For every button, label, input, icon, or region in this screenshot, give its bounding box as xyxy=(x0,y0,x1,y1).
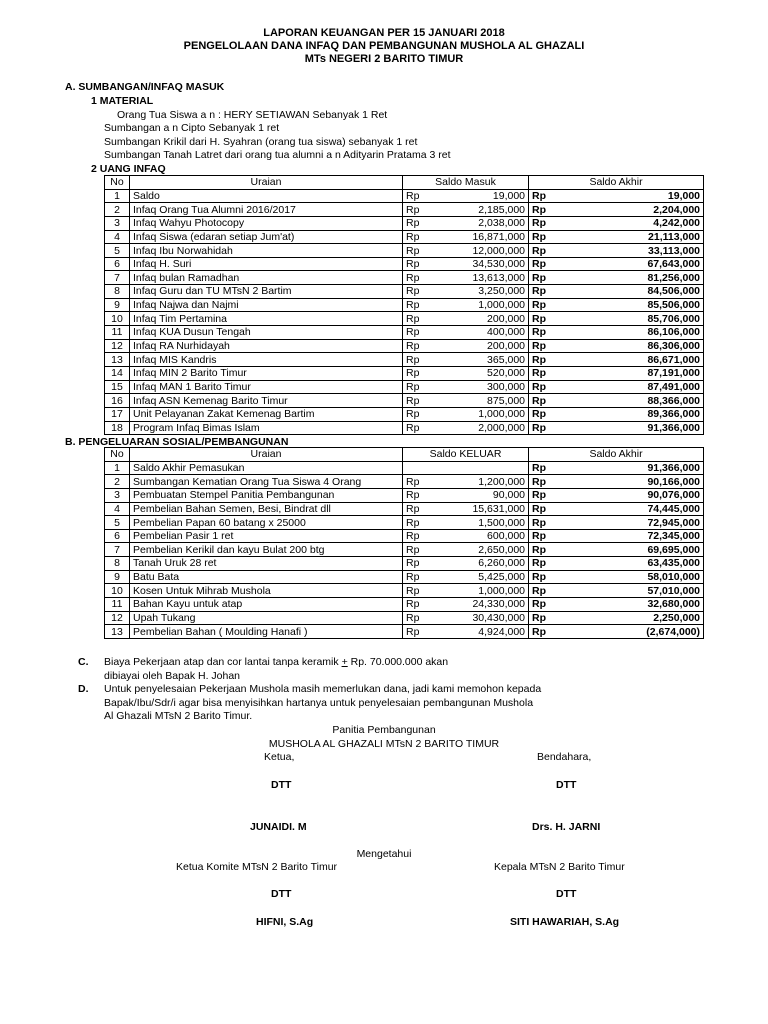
row-saldo-akhir: 81,256,000 xyxy=(557,271,704,285)
row-amount: 2,185,000 xyxy=(427,203,529,217)
row-rp: Rp xyxy=(403,366,427,380)
row-amount: 30,430,000 xyxy=(427,611,529,625)
row-uraian: Infaq Guru dan TU MTsN 2 Bartim xyxy=(130,285,403,299)
row-no: 13 xyxy=(105,353,130,367)
row-uraian: Infaq Najwa dan Najmi xyxy=(130,298,403,312)
row-saldo-akhir: (2,674,000) xyxy=(557,625,704,639)
table-row xyxy=(105,230,704,244)
row-no: 12 xyxy=(105,611,130,625)
row-amount: 15,631,000 xyxy=(427,502,529,516)
table-row xyxy=(105,611,704,625)
row-uraian: Tanah Uruk 28 ret xyxy=(130,557,403,571)
row-rp: Rp xyxy=(403,312,427,326)
section-a-title: A. SUMBANGAN/INFAQ MASUK xyxy=(65,81,225,93)
row-amount: 300,000 xyxy=(427,380,529,394)
row-rp: Rp xyxy=(529,312,557,326)
row-saldo-akhir: 86,306,000 xyxy=(557,339,704,353)
row-rp: Rp xyxy=(529,598,557,612)
row-amount: 2,000,000 xyxy=(427,421,529,435)
bendahara-dtt: DTT xyxy=(556,779,577,791)
row-no: 4 xyxy=(105,230,130,244)
row-amount: 400,000 xyxy=(427,326,529,340)
row-rp: Rp xyxy=(403,244,427,258)
row-rp: Rp xyxy=(529,407,557,421)
table-row xyxy=(105,421,704,435)
table-row xyxy=(105,244,704,258)
col-header-saldo-masuk: Saldo Masuk xyxy=(403,176,529,190)
row-uraian: Infaq MAN 1 Barito Timur xyxy=(130,380,403,394)
row-uraian: Batu Bata xyxy=(130,570,403,584)
row-no: 3 xyxy=(105,488,130,502)
row-saldo-akhir: 19,000 xyxy=(557,189,704,203)
row-amount: 24,330,000 xyxy=(427,598,529,612)
row-rp: Rp xyxy=(529,488,557,502)
row-no: 15 xyxy=(105,380,130,394)
row-rp: Rp xyxy=(529,611,557,625)
row-rp: Rp xyxy=(529,502,557,516)
table-row xyxy=(105,366,704,380)
row-uraian: Infaq ASN Kemenag Barito Timur xyxy=(130,394,403,408)
row-saldo-akhir: 91,366,000 xyxy=(557,461,704,475)
row-saldo-akhir: 72,345,000 xyxy=(557,529,704,543)
row-rp: Rp xyxy=(529,625,557,639)
row-amount: 90,000 xyxy=(427,488,529,502)
report-subtitle: PENGELOLAAN DANA INFAQ DAN PEMBANGUNAN MUSHOLA AL GHAZALI xyxy=(183,40,585,52)
table-row xyxy=(105,285,704,299)
row-uraian: Pembuatan Stempel Panitia Pembangunan xyxy=(130,488,403,502)
row-no: 11 xyxy=(105,598,130,612)
row-rp: Rp xyxy=(529,529,557,543)
row-amount: 875,000 xyxy=(427,394,529,408)
row-rp: Rp xyxy=(403,570,427,584)
row-rp: Rp xyxy=(529,326,557,340)
row-rp: Rp xyxy=(403,285,427,299)
row-amount: 5,425,000 xyxy=(427,570,529,584)
table-row xyxy=(105,407,704,421)
row-no: 1 xyxy=(105,189,130,203)
col-header-saldo-keluar: Saldo KELUAR xyxy=(403,448,529,462)
table-row xyxy=(105,257,704,271)
bendahara-label: Bendahara, xyxy=(537,751,592,763)
row-saldo-akhir: 87,191,000 xyxy=(557,366,704,380)
row-saldo-akhir: 89,366,000 xyxy=(557,407,704,421)
row-saldo-akhir: 57,010,000 xyxy=(557,584,704,598)
row-no: 17 xyxy=(105,407,130,421)
row-rp: Rp xyxy=(403,230,427,244)
row-rp: Rp xyxy=(403,584,427,598)
row-rp: Rp xyxy=(529,366,557,380)
mushola-label: MUSHOLA AL GHAZALI MTsN 2 BARITO TIMUR xyxy=(268,738,500,750)
pengeluaran-table xyxy=(104,447,704,639)
komite-name: HIFNI, S.Ag xyxy=(256,916,314,928)
table-row xyxy=(105,380,704,394)
row-amount: 2,038,000 xyxy=(427,216,529,230)
note-c-line1 xyxy=(104,656,448,668)
row-uraian: Kosen Untuk Mihrab Mushola xyxy=(130,584,403,598)
row-saldo-akhir: 88,366,000 xyxy=(557,394,704,408)
row-rp: Rp xyxy=(529,271,557,285)
row-rp: Rp xyxy=(403,380,427,394)
row-saldo-akhir: 63,435,000 xyxy=(557,557,704,571)
row-no: 10 xyxy=(105,584,130,598)
row-saldo-akhir: 85,706,000 xyxy=(557,312,704,326)
row-saldo-akhir: 87,491,000 xyxy=(557,380,704,394)
row-rp: Rp xyxy=(403,488,427,502)
row-rp: Rp xyxy=(529,380,557,394)
uang-infaq-title: 2 UANG INFAQ xyxy=(91,163,166,175)
row-rp: Rp xyxy=(403,421,427,435)
row-amount: 12,000,000 xyxy=(427,244,529,258)
row-rp: Rp xyxy=(529,285,557,299)
row-rp: Rp xyxy=(529,298,557,312)
col-header-no: No xyxy=(105,448,130,462)
row-uraian: Infaq MIN 2 Barito Timur xyxy=(130,366,403,380)
col-header-uraian: Uraian xyxy=(130,448,403,462)
row-saldo-akhir: 33,113,000 xyxy=(557,244,704,258)
row-uraian: Upah Tukang xyxy=(130,611,403,625)
row-rp: Rp xyxy=(403,598,427,612)
row-uraian: Infaq MIS Kandris xyxy=(130,353,403,367)
row-uraian: Pembelian Bahan Semen, Besi, Bindrat dll xyxy=(130,502,403,516)
table-row xyxy=(105,339,704,353)
row-rp: Rp xyxy=(529,353,557,367)
row-amount: 4,924,000 xyxy=(427,625,529,639)
row-amount: 2,650,000 xyxy=(427,543,529,557)
row-no: 1 xyxy=(105,461,130,475)
col-header-no: No xyxy=(105,176,130,190)
row-rp: Rp xyxy=(403,339,427,353)
note-d-line2: Bapak/Ibu/Sdr/i agar bisa menyisihkan hartanya untuk penyelesaian pembangunan Mushola xyxy=(104,697,534,709)
row-saldo-akhir: 67,643,000 xyxy=(557,257,704,271)
row-amount: 3,250,000 xyxy=(427,285,529,299)
row-rp: Rp xyxy=(403,625,427,639)
bendahara-name: Drs. H. JARNI xyxy=(532,821,601,833)
row-saldo-akhir: 91,366,000 xyxy=(557,421,704,435)
komite-dtt: DTT xyxy=(271,888,292,900)
section-b-title: B. PENGELUARAN SOSIAL/PEMBANGUNAN xyxy=(65,436,289,448)
row-rp: Rp xyxy=(529,203,557,217)
row-no: 13 xyxy=(105,625,130,639)
row-uraian: Infaq KUA Dusun Tengah xyxy=(130,326,403,340)
school-name: MTs NEGERI 2 BARITO TIMUR xyxy=(304,53,464,65)
material-item: Orang Tua Siswa a n : HERY SETIAWAN Sebanyak 1 Ret xyxy=(117,109,388,121)
row-rp: Rp xyxy=(529,216,557,230)
row-uraian: Pembelian Bahan ( Moulding Hanafi ) xyxy=(130,625,403,639)
row-rp: Rp xyxy=(529,516,557,530)
table-row xyxy=(105,584,704,598)
row-amount: 600,000 xyxy=(427,529,529,543)
row-rp: Rp xyxy=(403,516,427,530)
table-row xyxy=(105,570,704,584)
table-row xyxy=(105,189,704,203)
row-no: 7 xyxy=(105,271,130,285)
row-amount: 520,000 xyxy=(427,366,529,380)
row-no: 3 xyxy=(105,216,130,230)
row-rp: Rp xyxy=(403,257,427,271)
row-rp: Rp xyxy=(529,394,557,408)
row-amount: 200,000 xyxy=(427,312,529,326)
row-rp: Rp xyxy=(529,557,557,571)
row-rp: Rp xyxy=(529,543,557,557)
row-saldo-akhir: 69,695,000 xyxy=(557,543,704,557)
table-header-row xyxy=(105,448,704,462)
row-saldo-akhir: 2,204,000 xyxy=(557,203,704,217)
row-rp: Rp xyxy=(403,271,427,285)
ketua-label: Ketua, xyxy=(264,751,295,763)
row-rp: Rp xyxy=(529,257,557,271)
row-saldo-akhir: 21,113,000 xyxy=(557,230,704,244)
row-no: 5 xyxy=(105,516,130,530)
row-rp: Rp xyxy=(403,557,427,571)
table-row xyxy=(105,326,704,340)
row-no: 6 xyxy=(105,257,130,271)
plus-minus-sign: + xyxy=(341,656,348,668)
table-row xyxy=(105,475,704,489)
row-rp: Rp xyxy=(403,543,427,557)
row-saldo-akhir: 72,945,000 xyxy=(557,516,704,530)
note-c-text-b: Rp. 70.000.000 akan xyxy=(347,656,449,668)
row-amount: 19,000 xyxy=(427,189,529,203)
row-rp: Rp xyxy=(403,203,427,217)
row-uraian: Pembelian Papan 60 batang x 25000 xyxy=(130,516,403,530)
row-rp: Rp xyxy=(529,421,557,435)
row-saldo-akhir: 2,250,000 xyxy=(557,611,704,625)
row-uraian: Infaq bulan Ramadhan xyxy=(130,271,403,285)
table-row xyxy=(105,502,704,516)
kepala-name: SITI HAWARIAH, S.Ag xyxy=(510,916,620,928)
note-c-label: C. xyxy=(78,656,89,668)
row-rp xyxy=(403,461,427,475)
row-saldo-akhir: 86,671,000 xyxy=(557,353,704,367)
panitia-label: Panitia Pembangunan xyxy=(332,724,436,736)
table-row xyxy=(105,557,704,571)
row-rp: Rp xyxy=(529,461,557,475)
infaq-table xyxy=(104,175,704,435)
row-amount: 365,000 xyxy=(427,353,529,367)
table-row xyxy=(105,394,704,408)
row-saldo-akhir: 90,166,000 xyxy=(557,475,704,489)
row-rp: Rp xyxy=(403,298,427,312)
row-saldo-akhir: 90,076,000 xyxy=(557,488,704,502)
row-saldo-akhir: 86,106,000 xyxy=(557,326,704,340)
material-item: Sumbangan a n Cipto Sebanyak 1 ret xyxy=(104,122,280,134)
table-row xyxy=(105,312,704,326)
row-no: 7 xyxy=(105,543,130,557)
table-row xyxy=(105,516,704,530)
komite-label: Ketua Komite MTsN 2 Barito Timur xyxy=(176,861,338,873)
row-no: 16 xyxy=(105,394,130,408)
col-header-saldo-akhir: Saldo Akhir xyxy=(529,176,704,190)
row-rp: Rp xyxy=(403,326,427,340)
row-uraian: Saldo xyxy=(130,189,403,203)
row-no: 8 xyxy=(105,557,130,571)
note-c-text: Biaya Pekerjaan atap dan cor lantai tanpa keramik xyxy=(104,656,342,668)
row-no: 9 xyxy=(105,298,130,312)
material-item: Sumbangan Tanah Latret dari orang tua alumni a n Adityarin Pratama 3 ret xyxy=(104,149,451,161)
row-rp: Rp xyxy=(403,611,427,625)
table-row xyxy=(105,298,704,312)
row-no: 14 xyxy=(105,366,130,380)
row-amount: 1,200,000 xyxy=(427,475,529,489)
row-amount: 1,000,000 xyxy=(427,584,529,598)
row-uraian: Pembelian Pasir 1 ret xyxy=(130,529,403,543)
note-d-line3: Al Ghazali MTsN 2 Barito Timur. xyxy=(104,710,253,722)
ketua-dtt: DTT xyxy=(271,779,292,791)
row-amount: 1,500,000 xyxy=(427,516,529,530)
row-rp: Rp xyxy=(403,189,427,203)
row-rp: Rp xyxy=(529,570,557,584)
row-uraian: Infaq RA Nurhidayah xyxy=(130,339,403,353)
row-uraian: Bahan Kayu untuk atap xyxy=(130,598,403,612)
row-amount: 1,000,000 xyxy=(427,298,529,312)
row-saldo-akhir: 84,506,000 xyxy=(557,285,704,299)
row-saldo-akhir: 74,445,000 xyxy=(557,502,704,516)
row-amount: 16,871,000 xyxy=(427,230,529,244)
row-amount: 34,530,000 xyxy=(427,257,529,271)
row-no: 11 xyxy=(105,326,130,340)
note-d-label: D. xyxy=(78,683,89,695)
row-amount: 200,000 xyxy=(427,339,529,353)
table-row xyxy=(105,216,704,230)
row-uraian: Infaq Wahyu Photocopy xyxy=(130,216,403,230)
row-no: 9 xyxy=(105,570,130,584)
row-amount: 1,000,000 xyxy=(427,407,529,421)
row-no: 18 xyxy=(105,421,130,435)
row-rp: Rp xyxy=(529,475,557,489)
row-uraian: Infaq Tim Pertamina xyxy=(130,312,403,326)
row-rp: Rp xyxy=(403,216,427,230)
ketua-name: JUNAIDI. M xyxy=(250,821,307,833)
row-rp: Rp xyxy=(403,394,427,408)
row-saldo-akhir: 85,506,000 xyxy=(557,298,704,312)
row-uraian: Program Infaq Bimas Islam xyxy=(130,421,403,435)
table-row xyxy=(105,625,704,639)
row-rp: Rp xyxy=(529,339,557,353)
row-rp: Rp xyxy=(403,529,427,543)
row-rp: Rp xyxy=(529,584,557,598)
col-header-saldo-akhir: Saldo Akhir xyxy=(529,448,704,462)
row-rp: Rp xyxy=(529,189,557,203)
table-row xyxy=(105,598,704,612)
col-header-uraian: Uraian xyxy=(130,176,403,190)
row-uraian: Sumbangan Kematian Orang Tua Siswa 4 Orang xyxy=(130,475,403,489)
note-c-line2: dibiayai oleh Bapak H. Johan xyxy=(104,670,241,682)
row-no: 8 xyxy=(105,285,130,299)
table-row xyxy=(105,353,704,367)
row-amount: 13,613,000 xyxy=(427,271,529,285)
row-uraian: Infaq H. Suri xyxy=(130,257,403,271)
row-rp: Rp xyxy=(403,475,427,489)
row-no: 5 xyxy=(105,244,130,258)
table-row xyxy=(105,488,704,502)
mengetahui-label: Mengetahui xyxy=(356,848,412,860)
row-uraian: Pembelian Kerikil dan kayu Bulat 200 btg xyxy=(130,543,403,557)
row-no: 10 xyxy=(105,312,130,326)
row-rp: Rp xyxy=(529,244,557,258)
row-saldo-akhir: 4,242,000 xyxy=(557,216,704,230)
report-title: LAPORAN KEUANGAN PER 15 JANUARI 2018 xyxy=(263,27,505,39)
material-title: 1 MATERIAL xyxy=(91,95,154,107)
row-amount xyxy=(427,461,529,475)
row-no: 4 xyxy=(105,502,130,516)
row-no: 2 xyxy=(105,203,130,217)
row-no: 12 xyxy=(105,339,130,353)
row-uraian: Saldo Akhir Pemasukan xyxy=(130,461,403,475)
table-row xyxy=(105,543,704,557)
row-rp: Rp xyxy=(403,407,427,421)
row-rp: Rp xyxy=(403,502,427,516)
table-row xyxy=(105,271,704,285)
row-uraian: Infaq Ibu Norwahidah xyxy=(130,244,403,258)
table-row xyxy=(105,461,704,475)
row-amount: 6,260,000 xyxy=(427,557,529,571)
row-uraian: Infaq Orang Tua Alumni 2016/2017 xyxy=(130,203,403,217)
note-d-line1: Untuk penyelesaian Pekerjaan Mushola masih memerlukan dana, jadi kami memohon kepada xyxy=(104,683,542,695)
row-no: 6 xyxy=(105,529,130,543)
kepala-label: Kepala MTsN 2 Barito Timur xyxy=(494,861,625,873)
material-item: Sumbangan Krikil dari H. Syahran (orang tua siswa) sebanyak 1 ret xyxy=(104,136,418,148)
row-uraian: Unit Pelayanan Zakat Kemenag Bartim xyxy=(130,407,403,421)
table-row xyxy=(105,203,704,217)
table-header-row xyxy=(105,176,704,190)
row-rp: Rp xyxy=(529,230,557,244)
row-uraian: Infaq Siswa (edaran setiap Jum'at) xyxy=(130,230,403,244)
row-rp: Rp xyxy=(403,353,427,367)
row-saldo-akhir: 58,010,000 xyxy=(557,570,704,584)
table-row xyxy=(105,529,704,543)
row-no: 2 xyxy=(105,475,130,489)
row-saldo-akhir: 32,680,000 xyxy=(557,598,704,612)
kepala-dtt: DTT xyxy=(556,888,577,900)
